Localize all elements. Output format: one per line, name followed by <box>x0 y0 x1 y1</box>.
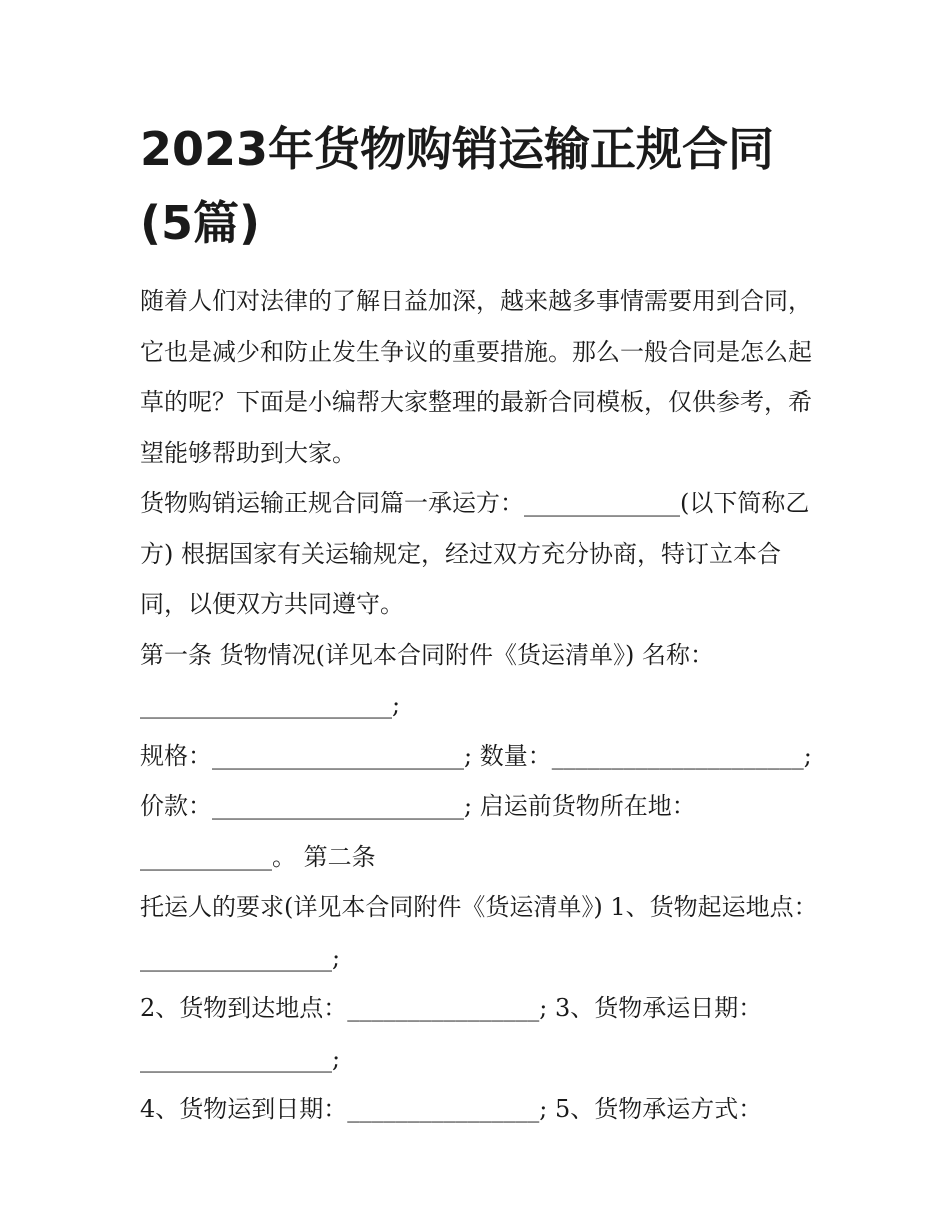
document-page <box>140 112 820 1135</box>
spec-quantity-line: 规格：_____________________; 数量：_____________________; <box>140 741 812 770</box>
document-title: 2023年货物购销运输正规合同(5篇) <box>140 122 775 250</box>
intro-paragraph: 随着人们对法律的了解日益加深，越来越多事情需要用到合同，它也是减少和防止发生争议的重要措施。那么一般合同是怎么起草的呢？下面是小编帮大家整理的最新合同模板，仅供参考，希望能够帮助到大家。 <box>140 287 812 467</box>
delivery-method-line: 4、货物运到日期：________________; 5、货物承运方式： <box>140 1095 763 1123</box>
price-location-line: 价款：_____________________; 启运前货物所在地： ___________。 第二条 <box>140 792 696 871</box>
contract-opening-paragraph: 货物购销运输正规合同篇一承运方：_____________(以下简称乙方) 根据国家有关运输规定，经过双方充分协商，特订立本合同，以便双方共同遵守。 <box>140 489 810 618</box>
arrival-date-line: 2、货物到达地点：________________; 3、货物承运日期： ________________; <box>140 994 763 1073</box>
shipper-requirements-line: 托运人的要求(详见本合同附件《货运清单》) 1、货物起运地点：________________; <box>140 893 818 972</box>
article-one-goods: 第一条 货物情况(详见本合同附件《货运清单》) 名称： _____________________; <box>140 640 714 719</box>
